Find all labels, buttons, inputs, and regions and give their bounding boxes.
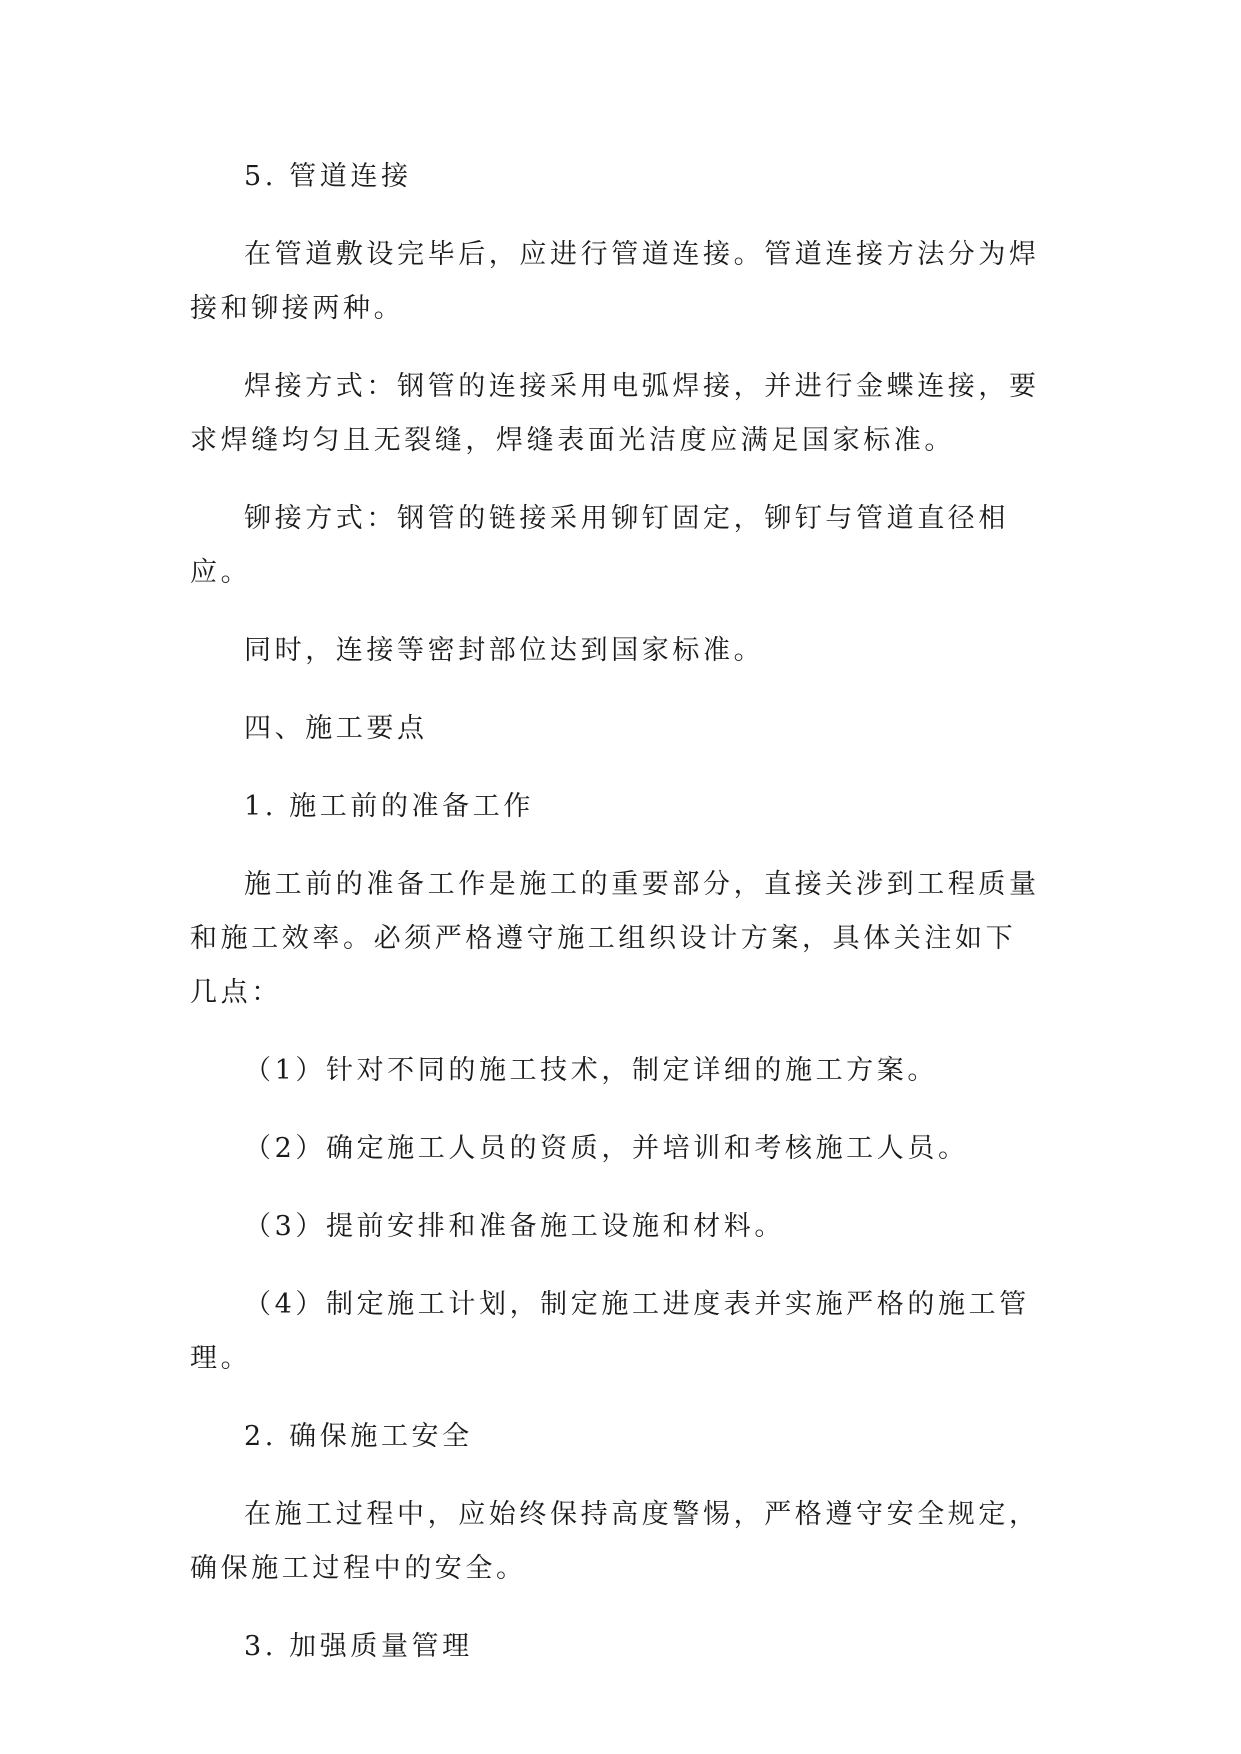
paragraph-preparation-importance: 施工前的准备工作是施工的重要部分，直接关涉到工程质量和施工效率。必须严格遵守施工组织设计方案，具体关注如下几点： xyxy=(190,869,1040,1008)
list-item-3: （3）提前安排和准备施工设施和材料。 xyxy=(244,1211,785,1242)
subheading-quality-management: 3. 加强质量管理 xyxy=(244,1631,473,1662)
list-item-4: （4）制定施工计划，制定施工进度表并实施严格的施工管理。 xyxy=(190,1289,1030,1374)
paragraph-sealing-standard: 同时，连接等密封部位达到国家标准。 xyxy=(244,635,765,666)
list-item-1: （1）针对不同的施工技术，制定详细的施工方案。 xyxy=(244,1055,938,1086)
document-body xyxy=(190,150,1040,1698)
subheading-ensure-safety: 2. 确保施工安全 xyxy=(244,1421,473,1452)
list-item-2: （2）确定施工人员的资质，并培训和考核施工人员。 xyxy=(244,1133,969,1164)
subheading-preparation-work: 1. 施工前的准备工作 xyxy=(244,791,534,822)
paragraph-riveting-method: 铆接方式：钢管的链接采用铆钉固定，铆钉与管道直径相应。 xyxy=(190,503,1009,588)
section-heading-construction-points: 四、施工要点 xyxy=(244,713,428,744)
section-heading-pipe-connection: 5. 管道连接 xyxy=(244,161,412,192)
paragraph-connection-methods: 在管道敷设完毕后，应进行管道连接。管道连接方法分为焊接和铆接两种。 xyxy=(190,239,1040,324)
paragraph-welding-method: 焊接方式：钢管的连接采用电弧焊接，并进行金蝶连接，要求焊缝均匀且无裂缝，焊缝表面光洁度应满足国家标准。 xyxy=(190,371,1040,456)
paragraph-safety: 在施工过程中，应始终保持高度警惕，严格遵守安全规定，确保施工过程中的安全。 xyxy=(190,1499,1040,1584)
